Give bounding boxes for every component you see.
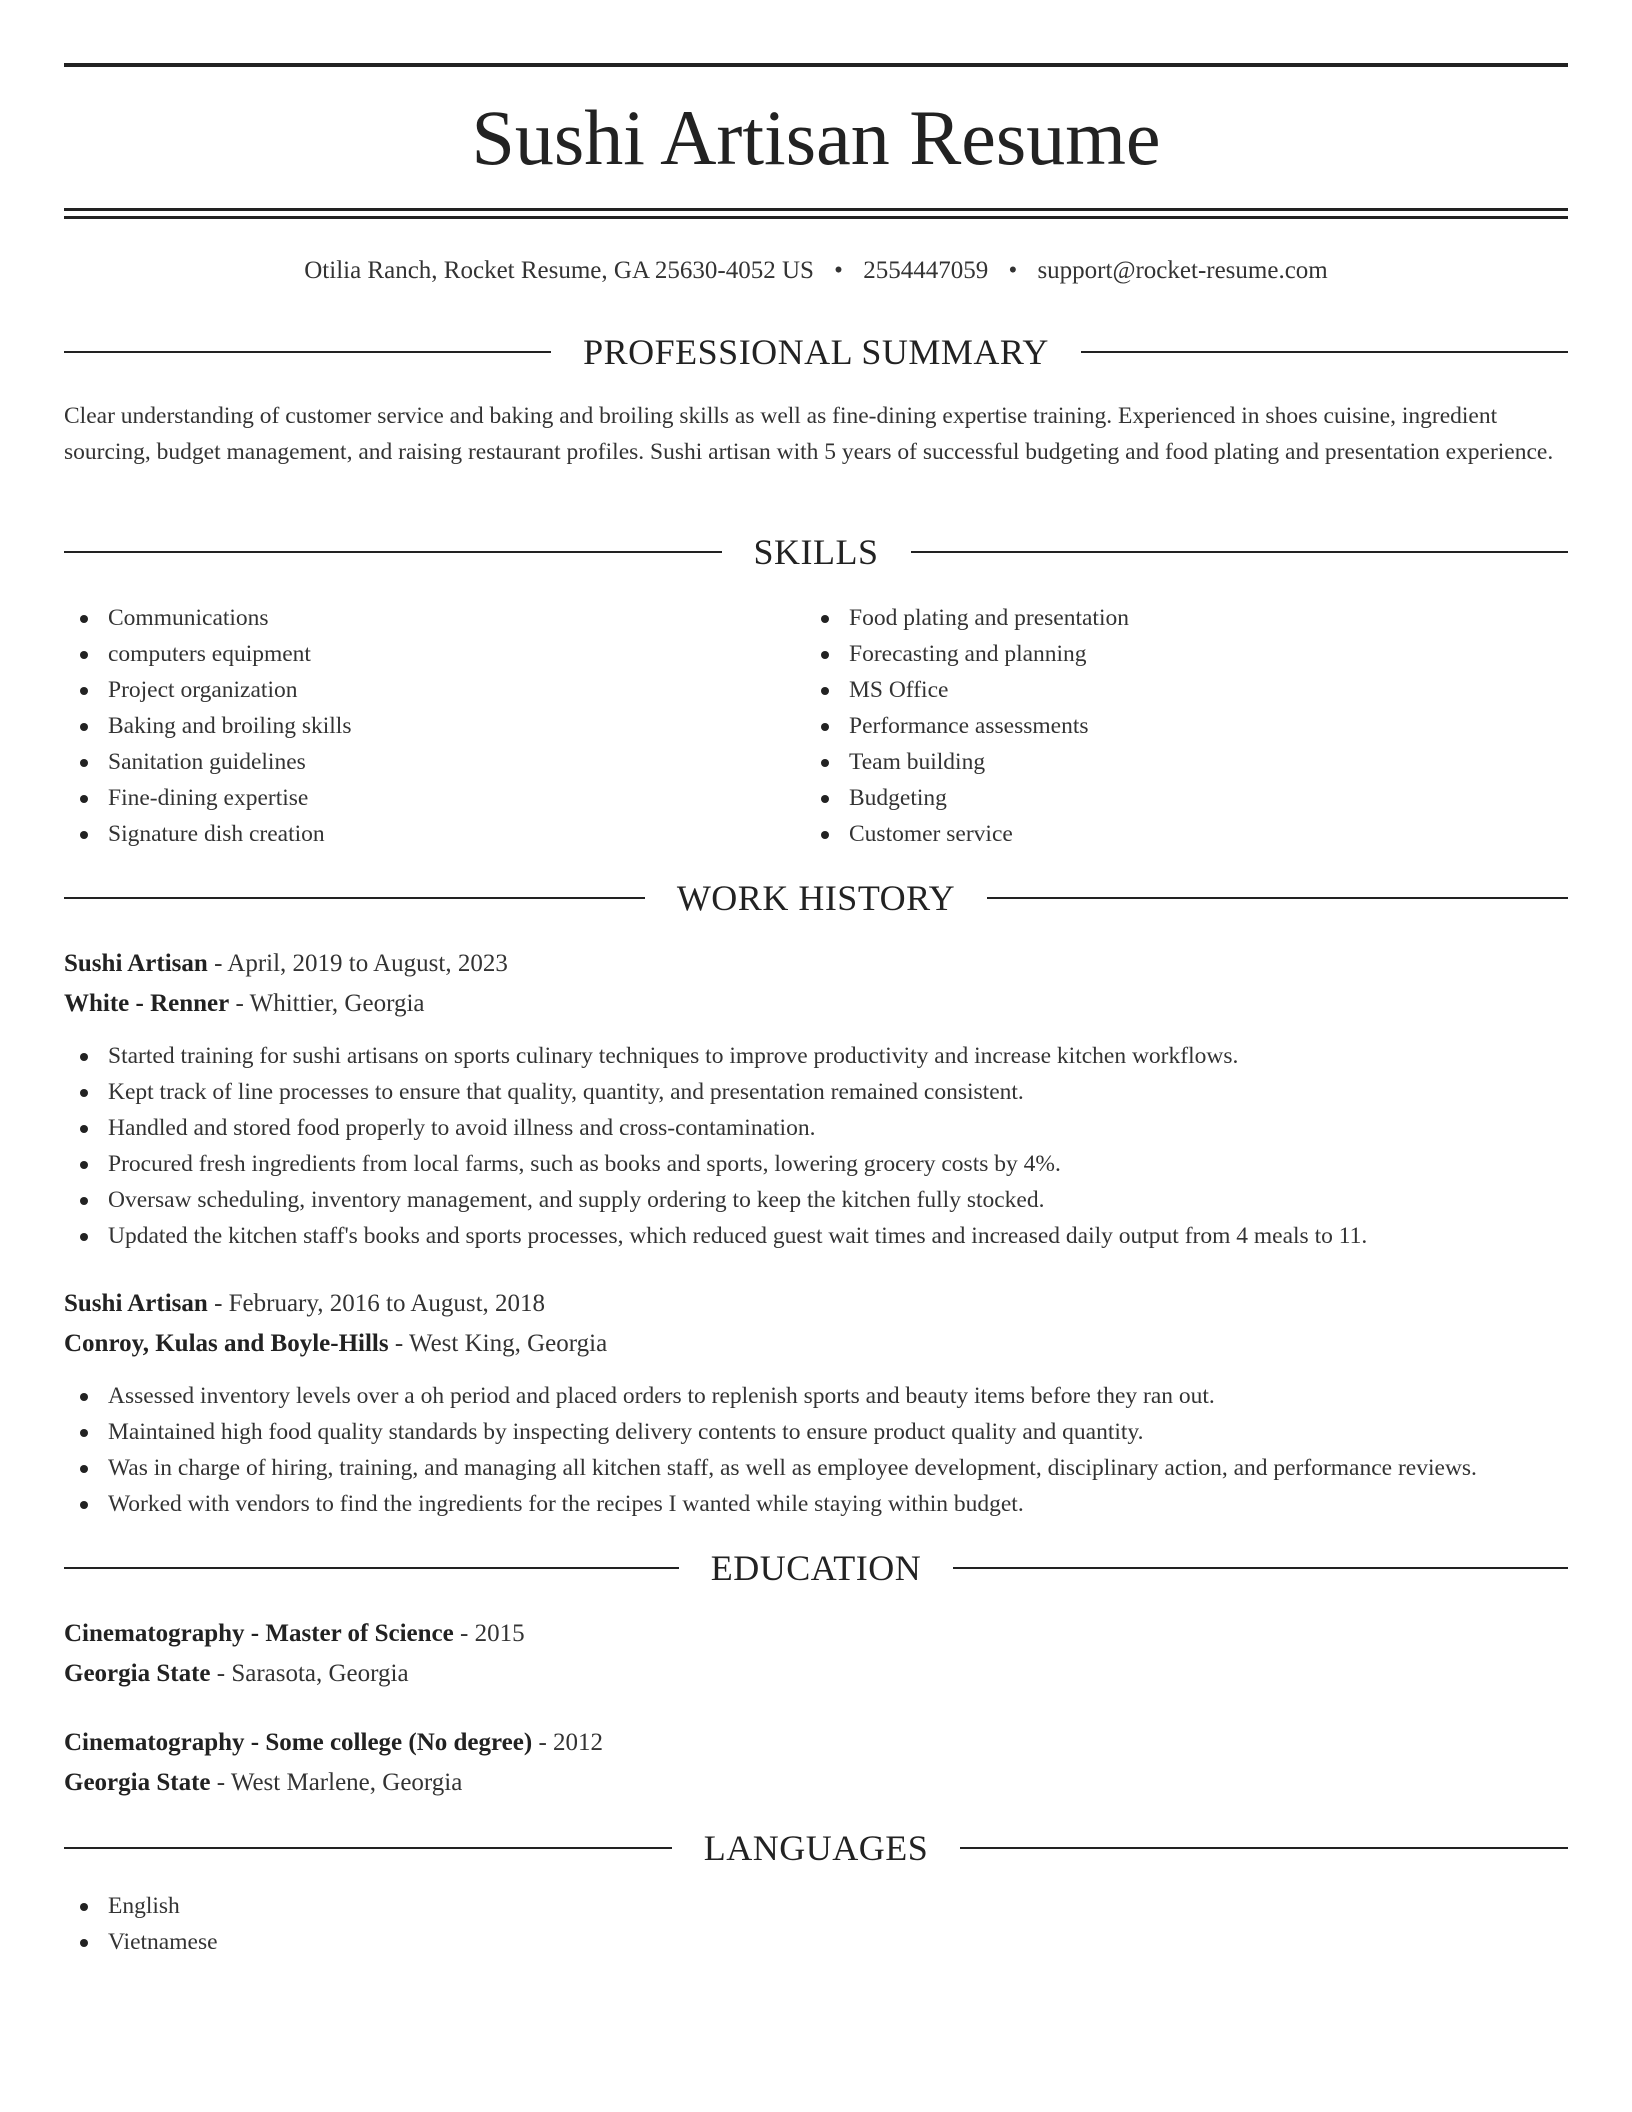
languages-list bbox=[64, 1888, 764, 1960]
school-location: Sarasota, Georgia bbox=[231, 1660, 409, 1687]
language-item: Vietnamese bbox=[64, 1924, 764, 1960]
skills-list-right bbox=[805, 600, 1568, 852]
divider-line bbox=[953, 1567, 1568, 1569]
divider-line bbox=[1081, 351, 1568, 353]
duty-item: Started training for sushi artisans on sports culinary techniques to improve productivity and increase kitchen workflows. bbox=[64, 1038, 1568, 1074]
degree-line: Cinematography - Some college (No degree) - 2012 bbox=[64, 1729, 604, 1756]
skill-item: Fine-dining expertise bbox=[64, 780, 804, 816]
skill-item: Budgeting bbox=[805, 780, 1568, 816]
school-line: Georgia State - West Marlene, Georgia bbox=[64, 1769, 463, 1796]
divider-line bbox=[64, 897, 645, 899]
degree-year: 2015 bbox=[474, 1620, 525, 1647]
school-name: Georgia State bbox=[64, 1660, 211, 1687]
title-rule-lower bbox=[64, 216, 1568, 219]
contact-separator: • bbox=[834, 257, 843, 284]
job-title-line: Sushi Artisan - February, 2016 to August, 2018 bbox=[64, 1290, 546, 1317]
skill-item: Signature dish creation bbox=[64, 816, 804, 852]
skill-item: Project organization bbox=[64, 672, 804, 708]
duty-item: Kept track of line processes to ensure that quality, quantity, and presentation remained consistent. bbox=[64, 1074, 1568, 1110]
section-title: LANGUAGES bbox=[703, 1828, 929, 1868]
title-rule-upper bbox=[64, 208, 1568, 211]
school-location: West Marlene, Georgia bbox=[230, 1769, 463, 1796]
contact-phone: 2554447059 bbox=[863, 257, 989, 284]
divider-line bbox=[64, 1847, 672, 1849]
degree-name: Cinematography - Some college (No degree) bbox=[64, 1729, 533, 1756]
job-title: Sushi Artisan bbox=[64, 950, 208, 977]
duty-item: Updated the kitchen staff's books and sports processes, which reduced guest wait times and increased daily output from 4 meals to 11. bbox=[64, 1218, 1568, 1254]
employer-location: Whittier, Georgia bbox=[249, 990, 425, 1017]
skill-item: Customer service bbox=[805, 816, 1568, 852]
divider-line bbox=[987, 897, 1568, 899]
skill-item: computers equipment bbox=[64, 636, 804, 672]
work-entry bbox=[64, 1284, 1568, 1522]
section-header-languages bbox=[64, 1826, 1568, 1870]
education-entry bbox=[64, 1614, 1568, 1694]
divider-line bbox=[64, 1567, 679, 1569]
summary-text: Clear understanding of customer service and baking and broiling skills as well as fine-dining expertise training. Experienced in shoes cuisine, ingredient sourcing, budget management, and raising restaurant profiles. Sushi artisan with 5 years of successful budgeting and food plating and presentation experience. bbox=[64, 403, 1554, 465]
divider-line bbox=[64, 551, 722, 553]
skills-list-left bbox=[64, 600, 804, 852]
section-title: WORK HISTORY bbox=[676, 878, 956, 918]
section-header-skills bbox=[64, 530, 1568, 574]
duty-item: Oversaw scheduling, inventory management, and supply ordering to keep the kitchen fully stocked. bbox=[64, 1182, 1568, 1218]
degree-line: Cinematography - Master of Science - 2015 bbox=[64, 1620, 525, 1647]
skill-item: MS Office bbox=[805, 672, 1568, 708]
contact-address: Otilia Ranch, Rocket Resume, GA 25630-4052 US bbox=[304, 257, 814, 284]
duty-item: Procured fresh ingredients from local farms, such as books and sports, lowering grocery costs by 4%. bbox=[64, 1146, 1568, 1182]
education-entry bbox=[64, 1723, 1568, 1803]
contact-email: support@rocket-resume.com bbox=[1037, 257, 1328, 284]
employer-location: West King, Georgia bbox=[408, 1330, 608, 1357]
job-dates: February, 2016 to August, 2018 bbox=[228, 1290, 546, 1317]
duty-item: Worked with vendors to find the ingredients for the recipes I wanted while staying within budget. bbox=[64, 1486, 1568, 1522]
job-title: Sushi Artisan bbox=[64, 1290, 208, 1317]
school-name: Georgia State bbox=[64, 1769, 211, 1796]
section-header-summary bbox=[64, 330, 1568, 374]
work-entry bbox=[64, 944, 1568, 1254]
skill-item: Baking and broiling skills bbox=[64, 708, 804, 744]
skill-item: Team building bbox=[805, 744, 1568, 780]
duty-item: Was in charge of hiring, training, and managing all kitchen staff, as well as employee development, disciplinary action, and performance reviews. bbox=[64, 1450, 1568, 1486]
duty-item: Handled and stored food properly to avoid illness and cross-contamination. bbox=[64, 1110, 1568, 1146]
section-title: PROFESSIONAL SUMMARY bbox=[583, 332, 1049, 372]
contact-separator: • bbox=[1008, 257, 1018, 284]
duty-item: Maintained high food quality standards by inspecting delivery contents to ensure product quality and quantity. bbox=[64, 1414, 1568, 1450]
divider-line bbox=[960, 1847, 1568, 1849]
language-item: English bbox=[64, 1888, 764, 1924]
skill-item: Communications bbox=[64, 600, 804, 636]
section-title: SKILLS bbox=[753, 532, 879, 572]
job-dates: April, 2019 to August, 2023 bbox=[227, 950, 508, 977]
divider-line bbox=[911, 551, 1569, 553]
section-title: EDUCATION bbox=[710, 1548, 922, 1588]
employer-name: Conroy, Kulas and Boyle-Hills bbox=[64, 1330, 389, 1357]
skill-item: Performance assessments bbox=[805, 708, 1568, 744]
divider-line bbox=[64, 351, 551, 353]
section-header-work bbox=[64, 876, 1568, 920]
job-duties bbox=[64, 1378, 1568, 1522]
degree-year: 2012 bbox=[553, 1729, 604, 1756]
skill-item: Forecasting and planning bbox=[805, 636, 1568, 672]
top-rule bbox=[64, 63, 1568, 67]
job-duties bbox=[64, 1038, 1568, 1254]
contact-line bbox=[64, 252, 1568, 290]
skill-item: Food plating and presentation bbox=[805, 600, 1568, 636]
skill-item: Sanitation guidelines bbox=[64, 744, 804, 780]
school-line: Georgia State - Sarasota, Georgia bbox=[64, 1660, 409, 1687]
employer-name: White - Renner bbox=[64, 990, 230, 1017]
employer-line: White - Renner - Whittier, Georgia bbox=[64, 990, 425, 1017]
job-title-line: Sushi Artisan - April, 2019 to August, 2023 bbox=[64, 950, 508, 977]
resume-title: Sushi Artisan Resume bbox=[471, 94, 1161, 181]
employer-line: Conroy, Kulas and Boyle-Hills - West King, Georgia bbox=[64, 1330, 608, 1357]
degree-name: Cinematography - Master of Science bbox=[64, 1620, 454, 1647]
duty-item: Assessed inventory levels over a oh period and placed orders to replenish sports and beauty items before they ran out. bbox=[64, 1378, 1568, 1414]
section-header-education bbox=[64, 1546, 1568, 1590]
